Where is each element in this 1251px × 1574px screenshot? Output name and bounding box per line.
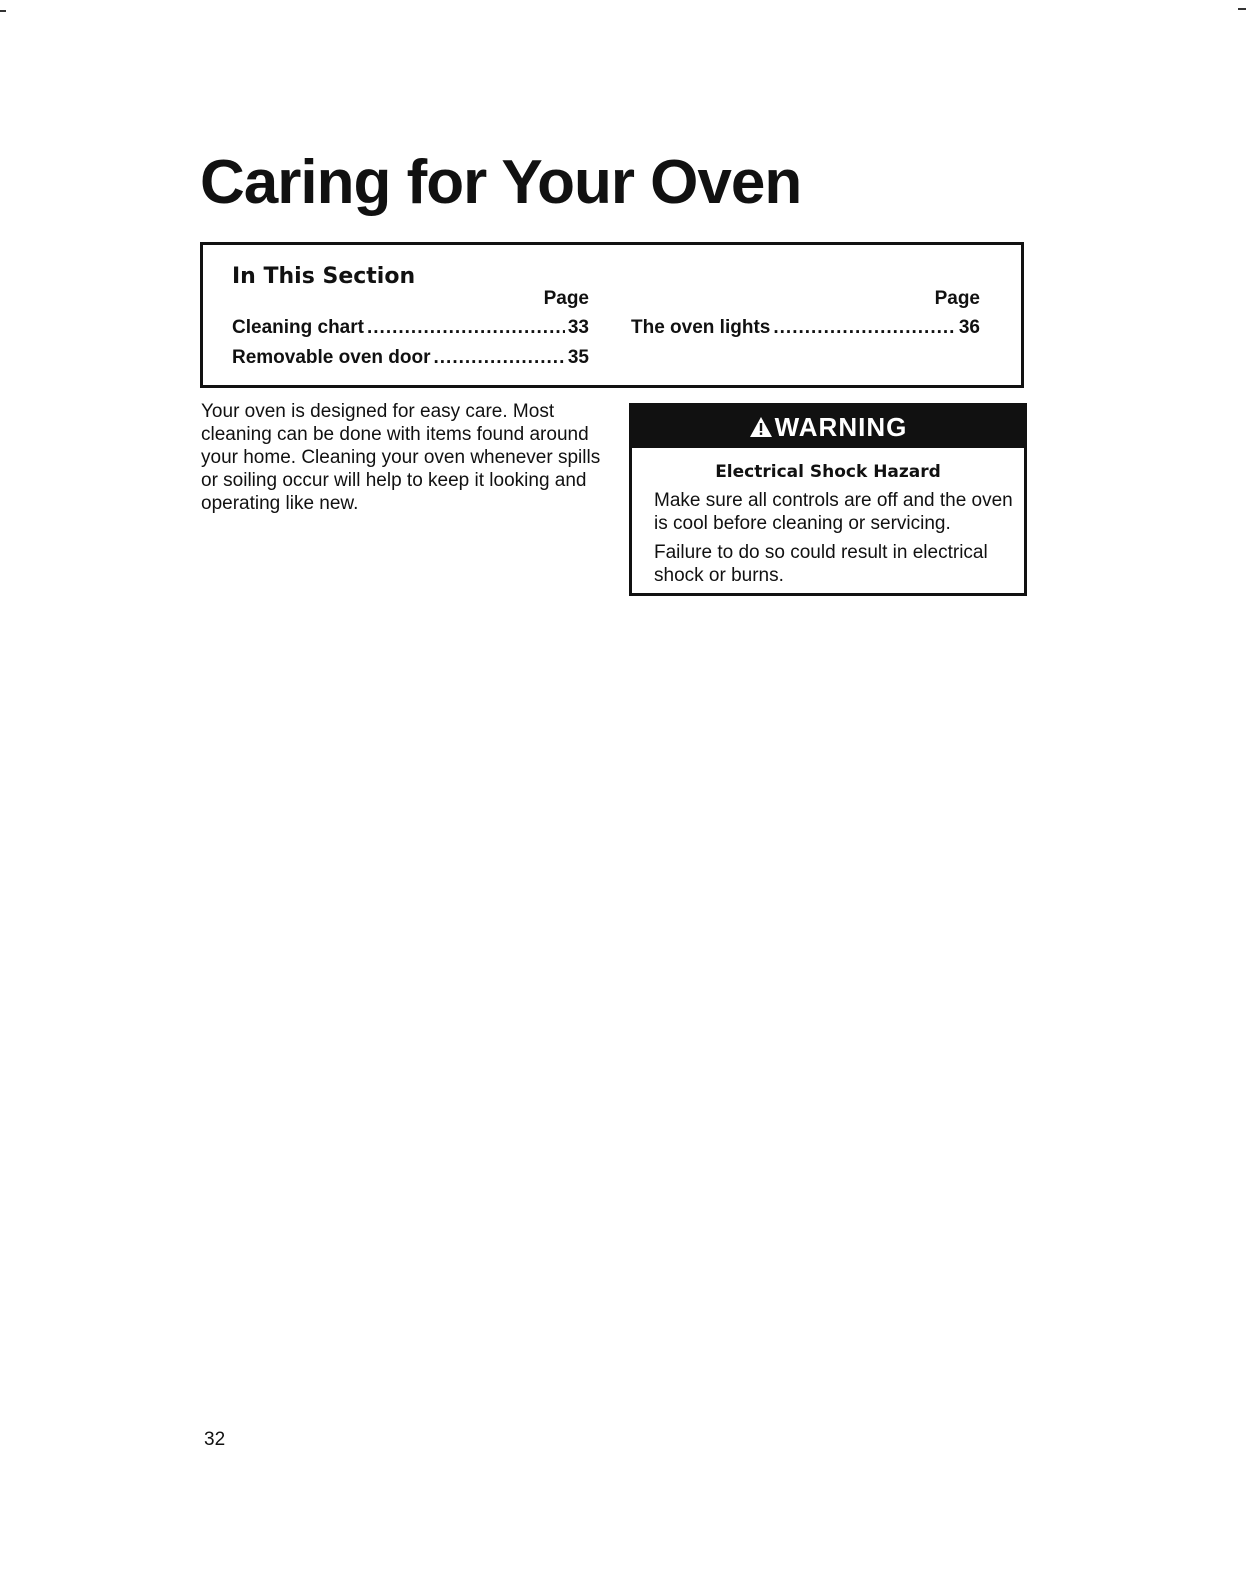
- toc-leader-dots: [367, 313, 565, 343]
- toc-column-right: [631, 287, 980, 343]
- toc-entry-cleaning-chart[interactable]: [232, 313, 589, 343]
- toc-entry-label: The oven lights: [631, 317, 771, 338]
- toc-entry-page: 36: [958, 317, 980, 338]
- toc-page-header: Page: [934, 288, 980, 309]
- toc-entry-page: 33: [567, 317, 589, 338]
- warning-paragraph: Make sure all controls are off and the oven is cool before cleaning or servicing.: [654, 490, 1013, 534]
- toc-leader-dots: [773, 313, 956, 343]
- scan-mark: [0, 10, 6, 12]
- warning-banner: [632, 406, 1024, 448]
- toc-column-left: [232, 287, 589, 373]
- page-title: Caring for Your Oven: [200, 148, 802, 217]
- warning-triangle-icon: [749, 416, 773, 438]
- toc-entry-oven-lights[interactable]: [631, 313, 980, 343]
- scan-mark: [1238, 8, 1246, 10]
- toc-page-header: Page: [543, 288, 589, 309]
- toc-heading: In This Section: [232, 264, 416, 289]
- toc-entry-label: Removable oven door: [232, 347, 431, 368]
- warning-label: WARNING: [774, 411, 908, 442]
- warning-box: [629, 403, 1027, 596]
- warning-subtitle: Electrical Shock Hazard: [715, 462, 941, 482]
- page-number: 32: [204, 1429, 226, 1450]
- intro-paragraph: Your oven is designed for easy care. Most cleaning can be done with items found around your home. Cleaning your oven whenever spills or soiling occur will help to keep it looking and operating like new.: [201, 401, 601, 514]
- in-this-section-box: [200, 242, 1024, 388]
- toc-entry-page: 35: [567, 347, 589, 368]
- toc-entry-removable-oven-door[interactable]: [232, 343, 589, 373]
- toc-leader-dots: [434, 343, 565, 373]
- warning-paragraph: Failure to do so could result in electrical shock or burns.: [654, 542, 988, 586]
- toc-entry-label: Cleaning chart: [232, 317, 364, 338]
